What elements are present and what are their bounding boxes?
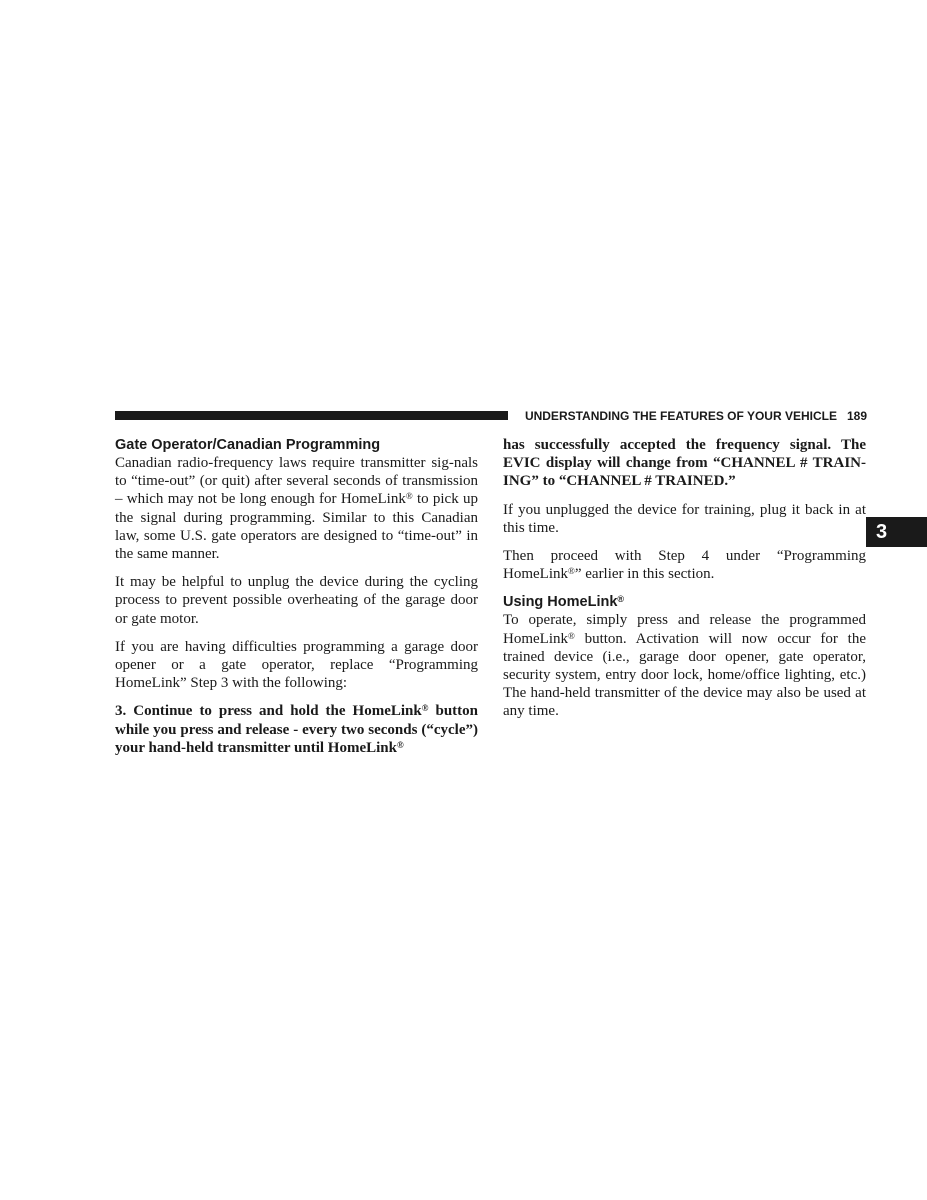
paragraph-canadian-laws: Canadian radio-frequency laws require transmitter sig-nals to “time-out” (or quit) after several seconds of transmission – which may not be long enough for HomeLink® to pick up the signal during programming. Similar to this Canadian law, some U.S. gate operators are designed to “time-out” in the same manner. xyxy=(115,455,478,563)
paragraph-operate: To operate, simply press and release the programmed HomeLink® button. Activation will now occur for the trained device (i.e., garage door opener, gate operator, security system, entry door lock, home/office lighting, etc.) The hand-held transmitter of the device may also be used at any time. xyxy=(503,612,866,720)
section-heading-gate-operator: Gate Operator/Canadian Programming xyxy=(115,437,381,453)
paragraph-plug-back: If you unplugged the device for training, plug it back in at this time. xyxy=(503,501,866,536)
chapter-tab: 3 xyxy=(866,517,927,547)
right-column xyxy=(503,436,866,729)
header-title: UNDERSTANDING THE FEATURES OF YOUR VEHICLE xyxy=(524,409,837,423)
paragraph-step-4: Then proceed with Step 4 under “Programming HomeLink®” earlier in this section. xyxy=(503,548,866,583)
left-column xyxy=(115,436,478,765)
page-number: 189 xyxy=(846,409,867,423)
paragraph-step-3-continued: has successfully accepted the frequency signal. The EVIC display will change from “CHANNEL # TRAIN-ING” to “CHANNEL # TRAINED.” xyxy=(503,437,866,490)
running-header xyxy=(517,408,867,424)
paragraph-difficulties: If you are having difficulties programming a garage door opener or a gate operator, replace “Programming HomeLink” Step 3 with the following: xyxy=(115,638,478,692)
header-rule xyxy=(115,411,508,420)
section-heading-using-homelink: Using HomeLink® xyxy=(503,594,625,611)
paragraph-unplug-device: It may be helpful to unplug the device during the cycling process to prevent possible overheating of the garage door or gate motor. xyxy=(115,574,478,627)
paragraph-step-3: 3. Continue to press and hold the HomeLink® button while you press and release - every two seconds (“cycle”) your hand-held transmitter until HomeLink® xyxy=(115,703,478,756)
